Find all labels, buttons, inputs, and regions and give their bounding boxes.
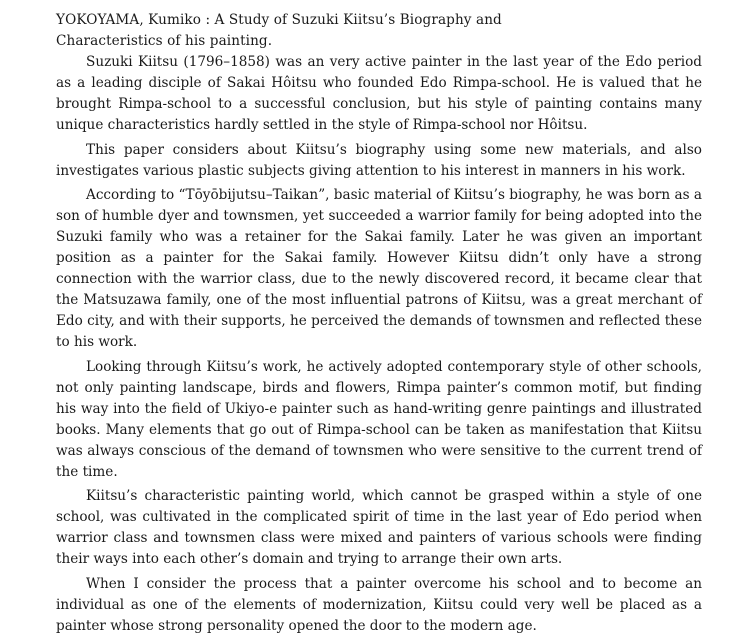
title-line-1: YOKOYAMA, Kumiko : A Study of Suzuki Kiitsu’s Biography and [56,12,502,28]
title-line-2: Characteristics of his painting. [56,33,273,49]
paragraph-2: This paper considers about Kiitsu’s biography using some new materials, and also investigates various plastic subjects giving attention to his interest in manners in his work. [56,141,702,179]
paragraph-6: When I consider the process that a painter overcome his school and to become an individual as one of the elements of modernization, Kiitsu could very well be placed as a painter whose strong personality opened the door to the modern age. [56,575,702,634]
paper-title [56,10,696,52]
paragraph-5: Kiitsu’s characteristic painting world, which cannot be grasped within a style of one school, was cultivated in the complicated spirit of time in the last year of Edo period when warrior class and townsmen class were mixed and painters of various schools were finding their ways into each other’s domain and trying to arrange their own arts. [56,488,702,568]
paragraph-3: According to “Tōyōbijutsu–Taikan”, basic material of Kiitsu’s biography, he was born as a son of humble dyer and townsmen, yet succeeded a warrior family for being adopted into the Suzuki family who was a retainer for the Sakai family. Later he was given an important position as a painter for the Sakai family. However Kiitsu didn’t only have a strong connection with the warrior class, due to the newly discovered record, it became clear that the Matsuzawa family, one of the most influential patrons of Kiitsu, was a great merchant of Edo city, and with their supports, he perceived the demands of townsmen and reflected these to his work. [56,187,702,351]
paragraph-4: Looking through Kiitsu’s work, he actively adopted contemporary style of other schools, not only painting landscape, birds and flowers, Rimpa painter’s common motif, but finding his way into the field of Ukiyo-e painter such as hand-writing genre paintings and illustrated books. Many elements that go out of Rimpa-school can be taken as manifestation that Kiitsu was always conscious of the demand of townsmen who were sensitive to the current trend of the time. [56,358,702,480]
abstract-body [56,52,702,641]
paragraph-1: Suzuki Kiitsu (1796–1858) was an very active painter in the last year of the Edo period as a leading disciple of Sakai Hôitsu who founded Edo Rimpa-school. He is valued that he brought Rimpa-school to a successful conclusion, but his style of painting contains many unique characteristics hardly settled in the style of Rimpa-school nor Hôitsu. [56,54,702,133]
